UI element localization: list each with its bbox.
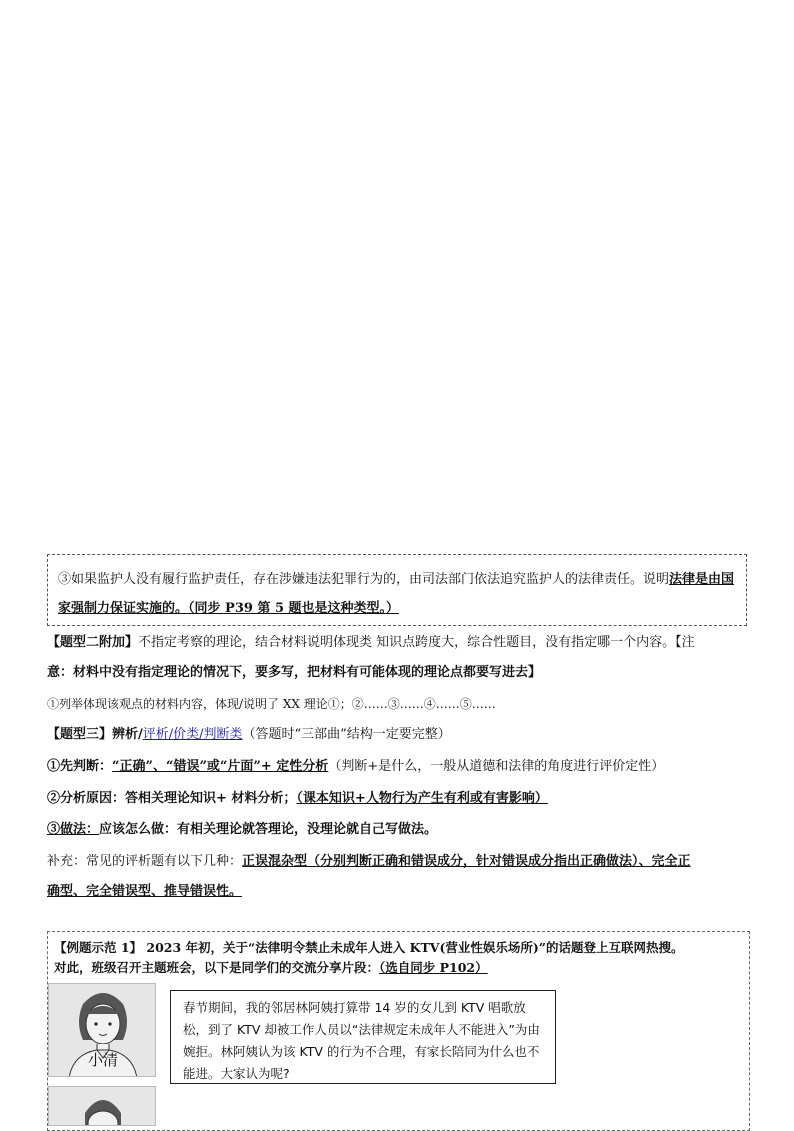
supplement-label: 补充：常见的评析题有以下几种： bbox=[47, 854, 243, 869]
avatar-xiaoqing bbox=[48, 983, 156, 1077]
type3-tail: （答题时“三部曲”结构一定要完整） bbox=[242, 727, 451, 742]
step1-key: “正确”、“错误”或“片面”+ 定性分析 bbox=[112, 759, 329, 774]
avatar-second bbox=[48, 1086, 156, 1126]
supplement-list: 正误混杂型（分别判断正确和错误成分，针对错误成分指出正确做法）、完全正 bbox=[242, 854, 691, 869]
example-reference: （选自同步 P102） bbox=[379, 960, 488, 975]
type2-body1: 不指定考察的理论，结合材料说明体现类 知识点跨度大，综合性题目，没有指定哪一个内容。【注 bbox=[138, 635, 695, 650]
boy-portrait-icon bbox=[49, 1087, 156, 1126]
note-text: ③如果监护人没有履行监护责任，存在涉嫌违法犯罪行为的，由司法部门依法追究监护人的法律责任。说明 bbox=[58, 572, 670, 587]
type2-line1 bbox=[47, 634, 695, 652]
step3-label: ③做法： bbox=[47, 822, 100, 837]
type3-heading-line bbox=[47, 726, 451, 744]
type3-step1 bbox=[47, 758, 664, 776]
note-reference: （同步 P39 第 5 题也是这种类型。） bbox=[188, 601, 400, 616]
note-box bbox=[47, 554, 747, 626]
step3-text: 应该怎么做：有相关理论就答理论，没理论就自己写做法。 bbox=[99, 822, 438, 837]
step2-note: （课本知识+人物行为产生有利或有害影响） bbox=[296, 791, 548, 806]
example-box bbox=[47, 931, 750, 1131]
type2-steps: ①列举体现该观点的材料内容，体现/说明了 XX 理论①；②……③……④……⑤…… bbox=[47, 697, 496, 711]
type3-step2 bbox=[47, 790, 548, 808]
example-heading: 【例题示范 1】 bbox=[54, 940, 143, 955]
note-conclusion: 法律是由国家强制力保证实施的。 bbox=[58, 572, 735, 616]
type3-supplement bbox=[47, 853, 691, 871]
step1-label: ①先判断： bbox=[47, 759, 113, 774]
example-text2: 对此，班级召开主题班会，以下是同学们的交流分享片段： bbox=[54, 960, 380, 975]
example-text1: 2023 年初，关于“法律明令禁止未成年人进入 KTV(营业性娱乐场所)”的话题登上互联网热搜。 bbox=[142, 940, 684, 955]
avatar-name: 小清 bbox=[87, 1051, 118, 1069]
step2-label: ②分析原因：答相关理论知识+ 材料分析； bbox=[47, 791, 297, 806]
step1-note: （判断+是什么，一般从道德和法律的角度进行评价定性） bbox=[328, 759, 665, 774]
speech-box: 春节期间，我的邻居林阿姨打算带 14 岁的女儿到 KTV 唱歌放松，到了 KTV 却被工作人员以“法律规定未成年人不能进入”为由婉拒。林阿姨认为该 KTV 的行为不合理，有家长陪同为什么也不能进。大家认为呢? bbox=[170, 990, 556, 1084]
type3-heading: 【题型三】辨析/ bbox=[47, 727, 143, 742]
type3-step3 bbox=[47, 821, 437, 839]
type3-supplement-cont: 确型、完全错误型、推导错误性。 bbox=[47, 884, 243, 899]
type2-line2: 意：材料中没有指定理论的情况下，要多写，把材料有可能体现的理论点都要写进去】 bbox=[47, 665, 542, 680]
type3-link[interactable]: 评析/价类/判断类 bbox=[142, 727, 243, 742]
type2-heading: 【题型二附加】 bbox=[47, 635, 139, 650]
